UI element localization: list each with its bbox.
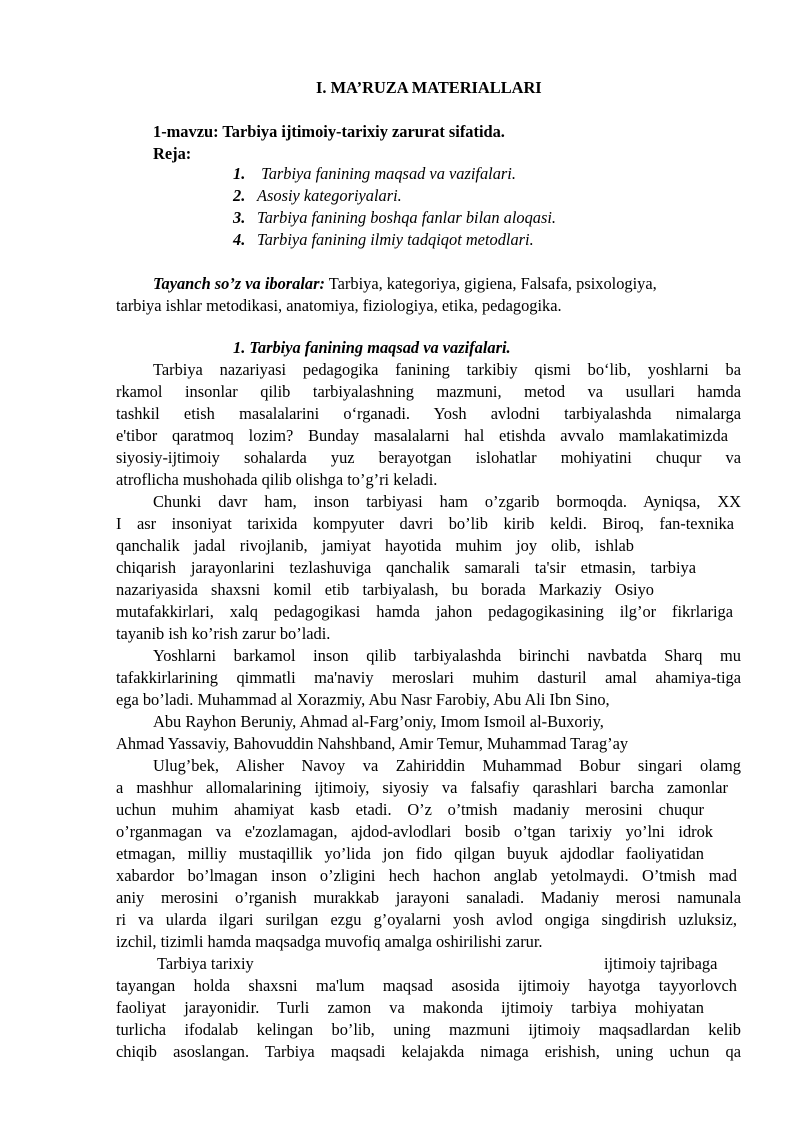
paragraph-line: Ulug’bek, Alisher Navoy va Zahiriddin Muhammad Bobur singari olamg	[153, 756, 741, 775]
paragraph-line: izchil, tizimli hamda maqsadga muvofiq amalga oshirilishi zarur.	[116, 932, 543, 951]
plan-item	[233, 185, 402, 207]
plan-item-number: 3.	[233, 208, 246, 227]
plan-item	[233, 163, 516, 185]
paragraph-line: tayangan holda shaxsni ma'lum maqsad asosida ijtimoiy hayotga tayyorlovch	[116, 976, 737, 995]
paragraph-line: tafakkirlarining qimmatli ma'naviy meroslari muhim dasturil amal ahamiya-tiga	[116, 668, 741, 687]
paragraph-line: atroflicha mushohada qilib olishga to’g’ri keladi.	[116, 470, 438, 489]
paragraph-line: uchun muhim ahamiyat kasb etadi. O’z o’tmish madaniy merosini chuqur	[116, 800, 704, 819]
paragraph-line: etmagan, milliy mustaqillik yo’lida jon fido qilgan buyuk ajdodlar faoliyatidan	[116, 844, 704, 863]
paragraph-line: Ahmad Yassaviy, Bahovuddin Nahshband, Amir Temur, Muhammad Tarag’ay	[116, 734, 629, 753]
plan-label: Reja:	[153, 144, 192, 163]
keywords-text: Tarbiya, kategoriya, gigiena, Falsafa, psixologiya,	[324, 274, 657, 293]
keywords-continuation: tarbiya ishlar metodikasi, anatomiya, fiziologiya, etika, pedagogika.	[116, 296, 562, 315]
plan-item-text: Tarbiya fanining ilmiy tadqiqot metodlari.	[257, 230, 534, 249]
paragraph-line: qanchalik jadal rivojlanib, jamiyat hayotida muhim joy olib, ishlab	[116, 536, 634, 555]
paragraph-line: tayanib ish ko’rish zarur bo’ladi.	[116, 624, 331, 643]
paragraph-line: mutafakkirlari, xalq pedagogikasi hamda jahon pedagogikasining ilg’or fikrlariga	[116, 602, 733, 621]
paragraph-line: e'tibor qaratmoq lozim? Bunday masalalarni hal etishda avvalo mamlakatimizda	[116, 426, 728, 445]
plan-item	[233, 207, 556, 229]
paragraph-line: aniy merosini o’rganish murakkab jarayoni sanaladi. Madaniy merosi namunala	[116, 888, 741, 907]
paragraph-line: tashkil etish masalalarini o‘rganadi. Yosh avlodni tarbiyalashda nimalarga	[116, 404, 741, 423]
paragraph-line-start: Tarbiya tarixiy	[157, 954, 254, 973]
paragraph-line: ri va ularda ilgari surilgan ezgu g’oyalarni yosh avlod ongiga singdirish uzluksiz,	[116, 910, 737, 929]
keywords-line	[153, 273, 657, 295]
paragraph-line: I asr insoniyat tarixida kompyuter davri bo’lib kirib keldi. Biroq, fan-texnika	[116, 514, 734, 533]
paragraph-line: nazariyasida shaxsni komil etib tarbiyalash, bu borada Markaziy Osiyo	[116, 580, 654, 599]
plan-item-text: Asosiy kategoriyalari.	[257, 186, 402, 205]
paragraph-line: Abu Rayhon Beruniy, Ahmad al-Farg’oniy, Imom Ismoil al-Buxoriy,	[153, 712, 604, 731]
paragraph-line-end: ijtimoiy tajribaga	[604, 954, 718, 973]
plan-item	[233, 229, 534, 251]
plan-item-number: 1.	[233, 164, 246, 183]
paragraph-line: turlicha ifodalab kelingan bo’lib, uning mazmuni ijtimoiy maqsadlardan kelib	[116, 1020, 741, 1039]
paragraph-line: faoliyat jarayonidir. Turli zamon va makonda ijtimoiy tarbiya mohiyatan	[116, 998, 704, 1017]
paragraph-line: chiqib asoslangan. Tarbiya maqsadi kelajakda nimaga erishish, uning uchun qa	[116, 1042, 741, 1061]
paragraph-line: Chunki davr ham, inson tarbiyasi ham o’zgarib bormoqda. Ayniqsa, XX	[153, 492, 741, 511]
paragraph-line: Yoshlarni barkamol inson qilib tarbiyalashda birinchi navbatda Sharq mu	[153, 646, 741, 665]
plan-item-text: Tarbiya fanining maqsad va vazifalari.	[257, 164, 516, 183]
paragraph-line: Tarbiya nazariyasi pedagogika fanining tarkibiy qismi bo‘lib, yoshlarni ba	[153, 360, 741, 379]
paragraph-line: a mashhur allomalarining ijtimoiy, siyosiy va falsafiy qarashlari barcha zamonlar	[116, 778, 728, 797]
paragraph-line: xabardor bo’lmagan inson o’zligini hech hachon anglab yetolmaydi. O’tmish mad	[116, 866, 737, 885]
paragraph-line: o’rganmagan va e'zozlamagan, ajdod-avlodlari bosib o’tgan tarixiy yo’lni idrok	[116, 822, 713, 841]
plan-item-text: Tarbiya fanining boshqa fanlar bilan aloqasi.	[257, 208, 557, 227]
paragraph-line: siyosiy-ijtimoiy sohalarda yuz berayotgan islohatlar mohiyatini chuqur va	[116, 448, 741, 467]
keywords-label: Tayanch so’z va iboralar:	[153, 274, 325, 293]
plan-item-number: 4.	[233, 230, 246, 249]
paragraph-line: ega bo’ladi. Muhammad al Xorazmiy, Abu Nasr Farobiy, Abu Ali Ibn Sino,	[116, 690, 610, 709]
topic-heading: 1-mavzu: Tarbiya ijtimoiy-tarixiy zarurat sifatida.	[153, 122, 505, 141]
page-title: I. MA’RUZA MATERIALLARI	[316, 78, 542, 97]
section-heading: 1. Tarbiya fanining maqsad va vazifalari.	[233, 338, 511, 357]
plan-item-number: 2.	[233, 186, 246, 205]
paragraph-line: chiqarish jarayonlarini tezlashuviga qanchalik samarali ta'sir etmasin, tarbiya	[116, 558, 696, 577]
paragraph-line: rkamol insonlar qilib tarbiyalashning mazmuni, metod va usullari hamda	[116, 382, 741, 401]
